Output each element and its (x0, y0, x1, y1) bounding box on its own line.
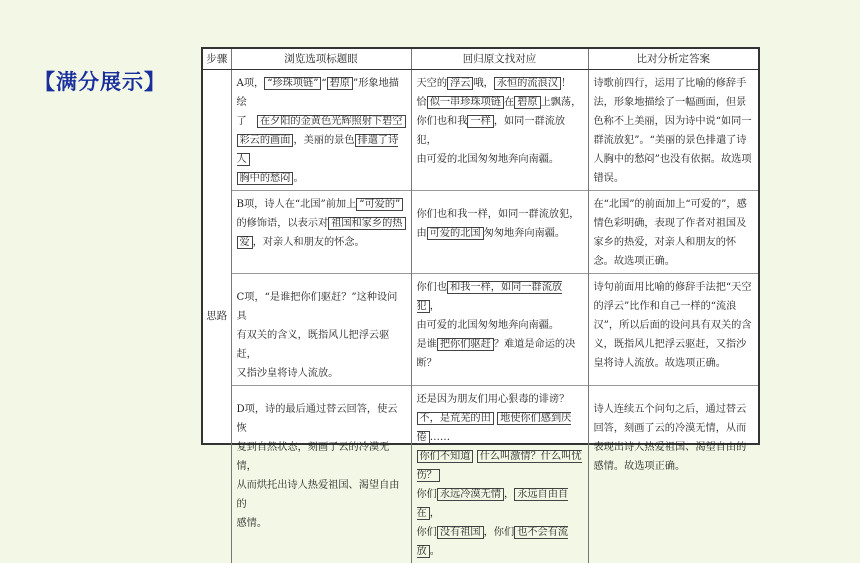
boxed-phrase: 没有祖国 (437, 526, 484, 539)
table-header-row (203, 49, 758, 70)
text-line (417, 150, 584, 169)
source-cell (411, 274, 588, 386)
text-segment: ？难道是命运的决断？ (417, 339, 576, 369)
option-cell (231, 191, 411, 274)
boxed-phrase: 彩云的画面 (237, 134, 294, 147)
boxed-phrase: 爱 (237, 236, 253, 249)
text-segment: 匆匆地奔向南疆。 (484, 228, 566, 239)
text-segment: B项，诗人在“北国”前加上 (237, 199, 357, 210)
text-segment: 是谁 (417, 339, 437, 350)
analysis-text: 诗人连续五个问句之后，通过替云回答，刻画了云的冷漠无情，从而表现出诗人热爱祖国、渴望自由的感情。故选项正确。 (594, 400, 755, 476)
text-line (417, 447, 584, 485)
boxed-phrase: 似一串珍珠项链 (427, 96, 504, 109)
text-line (237, 214, 407, 233)
boxed-phrase: 祖国和家乡的热 (328, 217, 405, 230)
boxed-phrase: “珍珠项链” (264, 77, 321, 90)
boxed-phrase: 排遣了诗人 (237, 134, 399, 166)
text-segment: C项，“是谁把你们驱赶？”这种设问具 (237, 292, 398, 322)
text-line (237, 364, 407, 383)
text-line (417, 485, 584, 523)
text-line (237, 169, 407, 188)
text-segment: …… (430, 432, 450, 443)
text-line (417, 390, 584, 409)
boxed-phrase: 地使你们感到厌倦 (417, 412, 572, 444)
boxed-phrase: 什么叫激情？什么叫忧伤？ (417, 450, 582, 482)
analysis-cell: 诗歌前四行，运用了比喻的修辞手法，形象地描绘了一幅画面，但景色称不上美丽，因为诗中说“如同一群流放犯”。“美丽的景色排遣了诗人胸中的愁闷”也没有依据。故选项错误。 (588, 70, 758, 191)
text-segment: 在 (504, 97, 514, 108)
option-cell (231, 70, 411, 191)
text-line (417, 205, 584, 224)
table-row (203, 386, 758, 563)
text-segment: 你们 (417, 489, 437, 500)
text-line (237, 438, 407, 476)
text-line (417, 335, 584, 373)
text-segment: 从而烘托出诗人热爱祖国、渴望自由的 (237, 480, 400, 510)
boxed-phrase: 碧原 (514, 96, 540, 109)
option-cell (231, 274, 411, 386)
boxed-phrase: 胸中的愁闷 (237, 172, 294, 185)
text-segment: ，你们 (484, 527, 515, 538)
text-segment: 由 (417, 228, 427, 239)
header-answer: 比对分析定答案 (588, 49, 758, 70)
source-cell (411, 386, 588, 563)
text-line (417, 93, 584, 112)
table-row (203, 274, 758, 386)
text-segment: 又指沙皇将诗人流放。 (237, 368, 339, 379)
text-segment: ，对亲人和朋友的怀念。 (253, 237, 365, 248)
boxed-phrase: 和我一样，如同一群流放犯 (417, 281, 563, 313)
analysis-cell: 诗句前面用比喻的修辞手法把“天空的浮云”比作和自己一样的“流浪汉”，所以后面的设问具有双关的含义，既指风儿把浮云驱赶，又指沙皇将诗人流放。故选项正确。 (588, 274, 758, 386)
text-segment: 你们也和我一样，如同一群流放犯， (417, 209, 580, 220)
boxed-phrase: 碧原 (327, 77, 353, 90)
text-line (237, 112, 407, 131)
text-line (237, 476, 407, 514)
text-segment: 感情。 (237, 518, 268, 529)
header-browse: 浏览选项标题眼 (231, 49, 411, 70)
boxed-phrase: 永远冷漠无情 (437, 488, 504, 501)
boxed-phrase: 不，是荒芜的田 (417, 412, 494, 425)
text-segment: 由可爱的北国匆匆地奔向南疆。 (417, 154, 560, 165)
text-segment: ， (430, 301, 440, 312)
text-segment: ，美丽的景色 (293, 135, 354, 146)
text-line (417, 74, 584, 93)
header-step: 步骤 (203, 49, 231, 70)
text-line (237, 514, 407, 533)
text-segment: A项， (237, 78, 265, 89)
text-segment: ”形象地描绘 (237, 78, 399, 108)
text-line (417, 224, 584, 243)
analysis-cell (588, 386, 758, 563)
text-line (237, 74, 407, 112)
boxed-phrase: 你们不知道 (417, 450, 474, 463)
option-cell (231, 386, 411, 563)
text-segment: 有双关的含义，既指风儿把浮云驱赶， (237, 330, 390, 360)
text-segment: ！ (561, 78, 571, 89)
boxed-phrase: 永恒的流浪汉 (494, 77, 561, 90)
text-segment: 还是因为朋友们用心狠毒的诽谤？ (417, 394, 570, 405)
text-segment: 上飘荡， (541, 97, 582, 108)
text-line (237, 326, 407, 364)
text-segment: ， (430, 508, 440, 519)
text-line (237, 195, 407, 214)
analysis-cell: 在“北国”的前面加上“可爱的”，感情色彩明确，表现了作者对祖国及家乡的热爱，对亲人和朋友的怀念。故选项正确。 (588, 191, 758, 274)
header-find: 回归原文找对应 (411, 49, 588, 70)
text-segment: 。 (430, 546, 440, 557)
text-line (237, 288, 407, 326)
text-segment: 哦， (473, 78, 493, 89)
text-line (237, 233, 407, 252)
boxed-phrase: 浮云 (447, 77, 473, 90)
text-line (417, 278, 584, 316)
text-line (417, 112, 584, 150)
text-segment: 复到自然状态，刻画了云的冷漠无情， (237, 442, 390, 472)
text-line (417, 523, 584, 561)
text-line (237, 131, 407, 169)
table-row (203, 191, 758, 274)
boxed-phrase: “可爱的” (356, 198, 403, 211)
boxed-phrase: 一样 (467, 115, 493, 128)
text-line (417, 316, 584, 335)
boxed-phrase: 可爱的北国 (427, 227, 484, 240)
text-segment: 你们 (417, 527, 437, 538)
text-segment: 了 (237, 116, 257, 127)
text-segment: 恰 (417, 97, 427, 108)
text-segment: 天空的 (417, 78, 448, 89)
text-segment: “ (321, 78, 326, 89)
text-line (417, 409, 584, 447)
text-line (237, 400, 407, 438)
boxed-phrase: 把你们驱赶 (437, 338, 494, 351)
step-cell: 思路 (203, 70, 231, 563)
text-segment: 。 (293, 173, 303, 184)
text-segment: 由可爱的北国匆匆地奔向南疆。 (417, 320, 560, 331)
text-segment: 你们也 (417, 282, 448, 293)
source-cell (411, 191, 588, 274)
text-segment: D项，诗的最后通过替云回答，使云恢 (237, 404, 398, 434)
boxed-phrase: 也不会有流放 (417, 526, 569, 558)
text-segment: ，如同一群流放犯， (417, 116, 566, 146)
boxed-phrase: 永远自由自在 (417, 488, 569, 520)
text-segment: ， (504, 489, 514, 500)
text-segment: 你们也和我 (417, 116, 468, 127)
boxed-phrase: 在夕阳的金黄色光辉照射下碧空 (257, 115, 406, 128)
table-row (203, 70, 758, 191)
analysis-table (201, 47, 760, 445)
text-segment: 的修饰语，以表示对 (237, 218, 329, 229)
source-cell (411, 70, 588, 191)
page-title: 【满分展示】 (34, 66, 166, 96)
